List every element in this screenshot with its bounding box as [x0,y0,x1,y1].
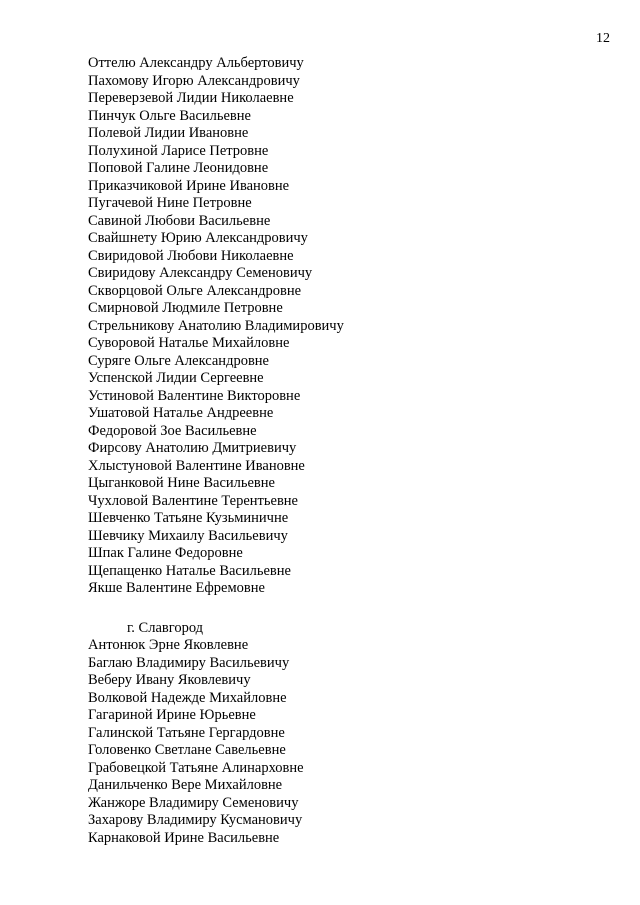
list-item: Гагариной Ирине Юрьевне [88,707,256,723]
list-item: Пахомову Игорю Александровичу [88,72,300,89]
list-item: Полевой Лидии Ивановне [88,125,249,141]
recipient-list-slavgorod [88,637,304,847]
list-item: Захарову Владимиру Кусмановичу [88,812,303,828]
list-item: Веберу Ивану Яковлевичу [88,672,251,688]
list-item: Федоровой Зое Васильевне [88,422,257,439]
list-item: Полухиной Ларисе Петровне [88,142,269,159]
list-item: Приказчиковой Ирине Ивановне [88,177,290,194]
page-number: 12 [596,31,610,46]
list-item: Суряге Ольге Александровне [88,352,269,369]
list-item: Антонюк Эрне Яковлевне [88,637,249,653]
list-item: Баглаю Владимиру Васильевичу [88,654,290,671]
list-item: Шевченко Татьяне Кузьминичне [88,510,289,526]
list-item: Чухловой Валентине Терентьевне [88,492,298,509]
list-item: Карнаковой Ирине Васильевне [88,829,280,846]
list-item: Свиридовой Любови Николаевне [88,247,294,264]
list-item: Оттелю Александру Альбертовичу [88,55,304,71]
list-item: Пугачевой Нине Петровне [88,195,252,211]
list-item: Цыганковой Нине Васильевне [88,475,275,491]
list-item: Успенской Лидии Сергеевне [88,370,264,386]
list-item: Свиридову Александру Семеновичу [88,265,313,281]
list-item: Щепащенко Наталье Васильевне [88,562,291,579]
list-item: Жанжоре Владимиру Семеновичу [88,794,299,811]
list-item: Головенко Светлане Савельевне [88,742,286,758]
list-item: Галинской Татьяне Гергардовне [88,724,285,741]
list-item: Савиной Любови Васильевне [88,212,271,229]
list-item: Хлыстуновой Валентине Ивановне [88,457,305,474]
list-item: Скворцовой Ольге Александровне [88,282,302,299]
list-item: Ушатовой Наталье Андреевне [88,405,274,421]
list-item: Смирновой Людмиле Петровне [88,300,283,316]
recipient-list [88,55,344,598]
list-item: Переверзевой Лидии Николаевне [88,90,294,106]
list-item: Свайшнету Юрию Александровичу [88,230,308,246]
list-item: Суворовой Наталье Михайловне [88,335,290,351]
list-item: Данильченко Вере Михайловне [88,777,283,793]
list-item: Устиновой Валентине Викторовне [88,387,301,404]
list-item: Поповой Галине Леонидовне [88,160,269,176]
list-item: Шпак Галине Федоровне [88,545,243,561]
list-item: Якше Валентине Ефремовне [88,580,265,596]
list-item: Стрельникову Анатолию Владимировичу [88,317,344,334]
section-heading: г. Славгород [127,620,204,636]
list-item: Волковой Надежде Михайловне [88,689,287,706]
list-item: Фирсову Анатолию Дмитриевичу [88,440,297,456]
list-item: Грабовецкой Татьяне Алинарховне [88,759,304,776]
list-item: Пинчук Ольге Васильевне [88,107,251,124]
list-item: Шевчику Михаилу Васильевичу [88,527,288,544]
